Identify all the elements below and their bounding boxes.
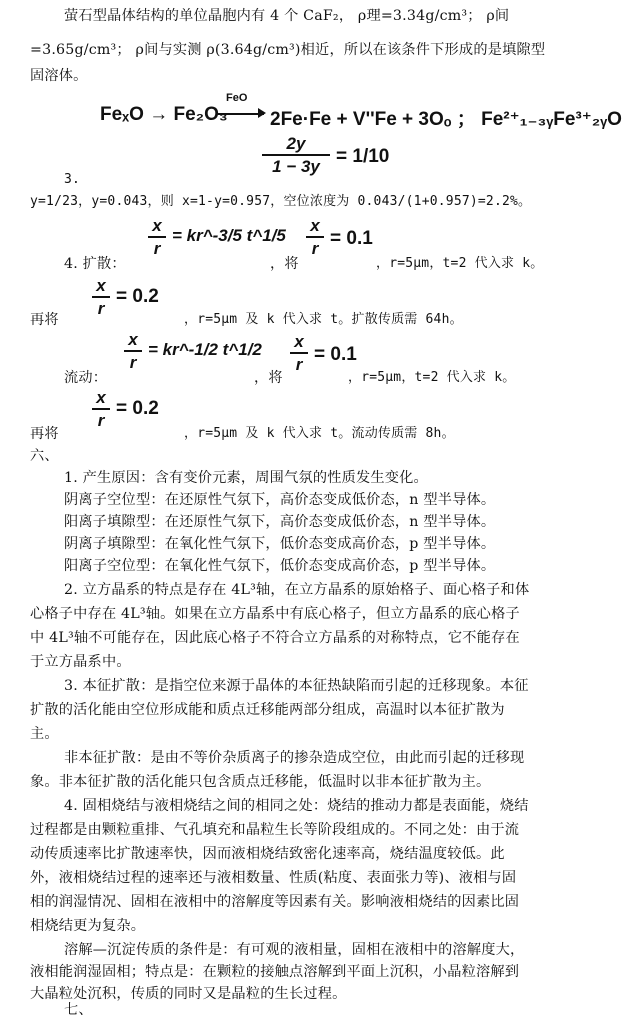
reaction-arrow-label: FeO [226, 92, 248, 104]
text-line: 非本征扩散：是由不等价杂质离子的掺杂造成空位，由此而引起的迁移现 [64, 750, 525, 766]
section-heading: 七、 [64, 1002, 93, 1018]
text-line: 阴离子填隙型：在氧化性气氛下，低价态变成高价态，p 型半导体。 [64, 536, 496, 552]
text-line: ，将 [254, 370, 283, 386]
text-line: 相烧结更为复杂。 [30, 918, 146, 934]
text-line: 阳离子填隙型：在还原性气氛下，高价态变成低价态，n 型半导体。 [64, 514, 496, 530]
ratio-fraction [262, 134, 330, 176]
text-line: ，r=5μm，t=2 代入求 k。 [348, 370, 516, 385]
text-line: 溶解—沉淀传质的条件是：有可观的液相量，固相在液相中的溶解度大， [64, 942, 525, 958]
reaction-equation-right: 2Fe·Fe + V''Fe + 3Oₒ ； Fe²⁺₁₋₃ᵧFe³⁺₂ᵧO [270, 109, 622, 130]
text-line: 3. 本征扩散：是指空位来源于晶体的本征热缺陷而引起的迁移现象。本征 [64, 678, 529, 694]
diffusion-rate-equation: = kr^-3/5 t^1/5 [172, 226, 286, 245]
text-line: 再将 [30, 426, 59, 442]
value-0-2: = 0.2 [116, 398, 159, 419]
text-line: 2. 立方晶系的特点是存在 4L³轴，在立方晶系的原始格子、面心格子和体 [64, 582, 530, 598]
ratio-numerator: 2y [286, 134, 306, 153]
text-line: 过程都是由颗粒重排、气孔填充和晶粒生长等阶段组成的。不同之处：由于流 [30, 822, 520, 838]
arrow-head-icon [258, 108, 266, 118]
x-over-r-fraction: x r [290, 332, 308, 374]
text-line: 流动： [64, 370, 108, 386]
text-line: 4. 扩散： [64, 256, 126, 272]
ratio-denominator: 1 − 3y [272, 157, 320, 176]
text-line: 阳离子空位型：在氧化性气氛下，低价态变成高价态，p 型半导体。 [64, 558, 496, 574]
text-line: 于立方晶系中。 [30, 654, 131, 670]
text-line: =3.65g/cm³； ρ间与实测 ρ(3.64g/cm³)相近，所以在该条件下形成的是填隙型 [30, 42, 546, 58]
text-line: 液相能润湿固相；特点是：在颗粒的接触点溶解到平面上沉积，小晶粒溶解到 [30, 964, 520, 980]
text-line: ，r=5μm，t=2 代入求 k。 [376, 256, 544, 271]
text-line: 主。 [30, 726, 59, 742]
ratio-rhs: = 1/10 [336, 146, 390, 167]
value-0-1: = 0.1 [330, 228, 373, 249]
text-line: 相的润湿情况、固相在液相中的溶解度等因素有关。影响液相烧结的因素比固 [30, 894, 520, 910]
value-0-1: = 0.1 [314, 344, 357, 365]
text-line: 动传质速率比扩散速率快，因而液相烧结致密化速率高，烧结温度较低。此 [30, 846, 505, 862]
text-line: 1. 产生原因：含有变价元素，周围气氛的性质发生变化。 [64, 470, 428, 486]
text-line: 大晶粒处沉积，传质的同时又是晶粒的生长过程。 [30, 986, 347, 1002]
x-over-r-fraction: x r [92, 388, 110, 430]
x-over-r-fraction: x r [306, 216, 324, 258]
text-line: 萤石型晶体结构的单位晶胞内有 4 个 CaF₂， ρ理=3.34g/cm³； ρ间 [64, 8, 510, 24]
x-over-r-fraction: x r [124, 330, 142, 372]
text-line: 4. 固相烧结与液相烧结之间的相同之处：烧结的推动力都是表面能，烧结 [64, 798, 529, 814]
reaction-equation-left: FeₓO → Fe₂O₃ [100, 104, 228, 125]
text-line: 象。非本征扩散的活化能只包含质点迁移能，低温时以非本征扩散为主。 [30, 774, 491, 790]
text-line: ，r=5μm 及 k 代入求 t。流动传质需 8h。 [184, 426, 455, 441]
flow-rate-equation: = kr^-1/2 t^1/2 [148, 340, 262, 359]
fraction-bar [262, 154, 330, 156]
text-line: 中 4L³轴不可能存在，因此底心格子不符合立方晶系的对称特点，它不能存在 [30, 630, 520, 646]
text-line: 外，液相烧结过程的速率还与液相数量、性质(粘度、表面张力等)、液相与固 [30, 870, 517, 886]
text-line: ，r=5μm 及 k 代入求 t。扩散传质需 64h。 [184, 312, 463, 327]
text-line: ，将 [270, 256, 299, 272]
text-line: 扩散的活化能由空位形成能和质点迁移能两部分组成，高温时以本征扩散为 [30, 702, 505, 718]
text-line: 再将 [30, 312, 59, 328]
text-line: 阴离子空位型：在还原性气氛下，高价态变成低价态，n 型半导体。 [64, 492, 496, 508]
text-line: 固溶体。 [30, 68, 88, 84]
x-over-r-fraction: x r [148, 216, 166, 258]
value-0-2: = 0.2 [116, 286, 159, 307]
x-over-r-fraction: x r [92, 276, 110, 318]
section-heading: 六、 [30, 448, 59, 464]
text-line: 3. [64, 172, 81, 187]
text-line: y=1/23，y=0.043，则 x=1-y=0.957，空位浓度为 0.043/(1+0.957)=2.2%。 [30, 194, 532, 209]
text-line: 心格子中存在 4L³轴。如果在立方晶系中有底心格子，但立方晶系的底心格子 [30, 606, 520, 622]
